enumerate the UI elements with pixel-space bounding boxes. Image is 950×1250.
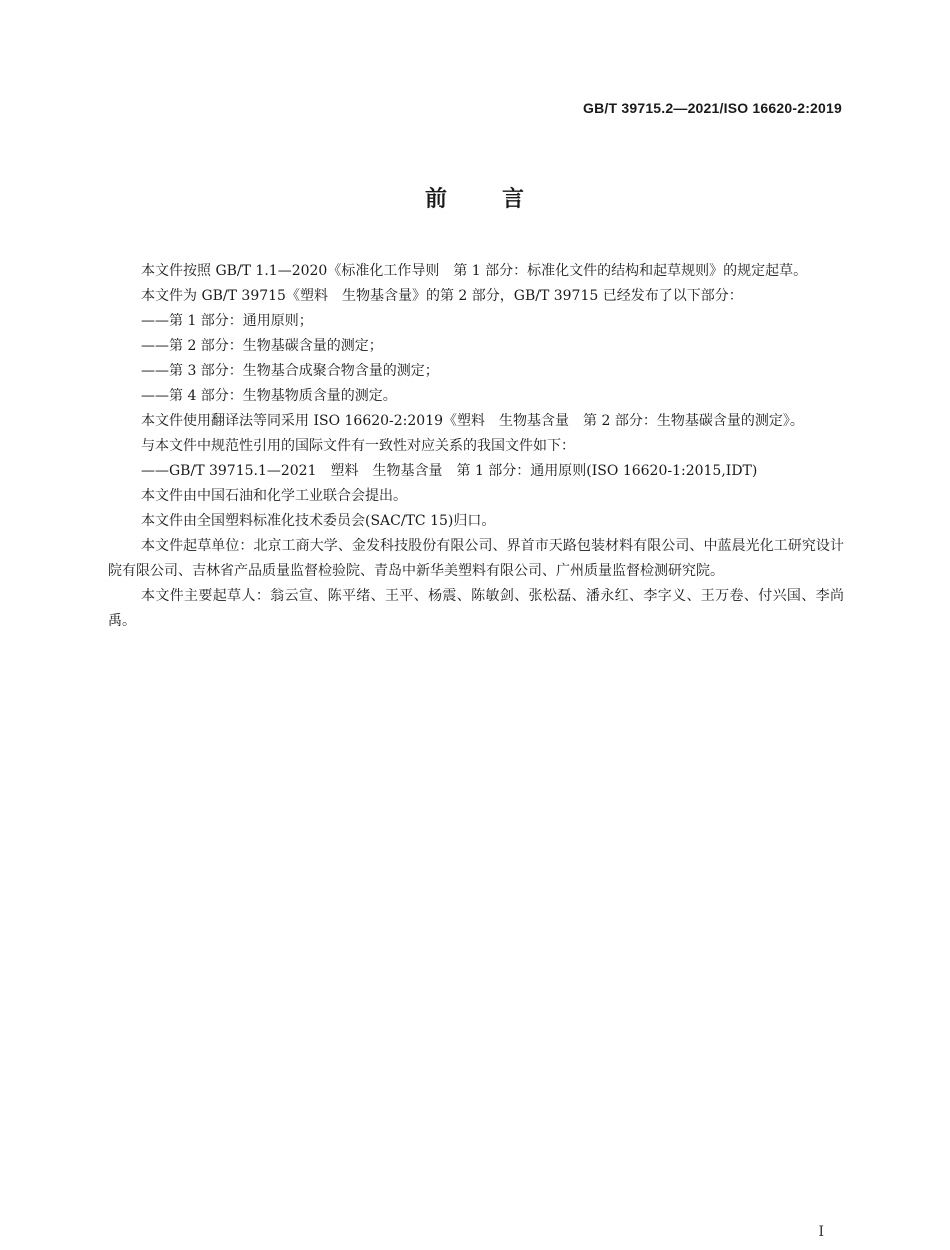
page-number: I <box>818 1224 824 1240</box>
list-item-part-3: ——第 3 部分：生物基合成聚合物含量的测定； <box>141 363 439 379</box>
paragraph-drafting-rules: 本文件按照 GB/T 1.1—2020《标准化工作导则 第 1 部分：标准化文件的结构和起草规则》的规定起草。 <box>141 263 808 279</box>
standard-number: GB/T 39715.2—2021/ISO 16620-2:2019 <box>583 100 842 116</box>
foreword-body <box>108 259 844 634</box>
list-item-part-1: ——第 1 部分：通用原则； <box>141 313 313 329</box>
paragraph-drafters: 本文件主要起草人：翁云宣、陈平绪、王平、杨震、陈敏剑、张松磊、潘永红、李字义、王万卷、付兴国、李尚禹。 <box>108 588 844 629</box>
paragraph-adoption: 本文件使用翻译法等同采用 ISO 16620-2:2019《塑料 生物基含量 第 2 部分：生物基碳含量的测定》。 <box>141 413 804 429</box>
paragraph-managed-by: 本文件由全国塑料标准化技术委员会(SAC/TC 15)归口。 <box>141 513 496 529</box>
paragraph-correspondence: 与本文件中规范性引用的国际文件有一致性对应关系的我国文件如下： <box>141 438 575 454</box>
title-char-2: 言 <box>502 187 526 212</box>
list-item-part-4: ——第 4 部分：生物基物质含量的测定。 <box>141 388 397 404</box>
list-item-correspondence: ——GB/T 39715.1—2021 塑料 生物基含量 第 1 部分：通用原则(ISO 16620-1:2015,IDT) <box>141 463 758 479</box>
page-title <box>0 182 950 213</box>
title-char-1: 前 <box>424 187 448 212</box>
paragraph-drafting-units: 本文件起草单位：北京工商大学、金发科技股份有限公司、界首市天路包装材料有限公司、中蓝晨光化工研究设计院有限公司、吉林省产品质量监督检验院、青岛中新华美塑料有限公司、广州质量监督检测研究院。 <box>108 538 844 579</box>
paragraph-proposed-by: 本文件由中国石油和化学工业联合会提出。 <box>141 488 407 504</box>
list-item-part-2: ——第 2 部分：生物基碳含量的测定； <box>141 338 383 354</box>
paragraph-series-intro: 本文件为 GB/T 39715《塑料 生物基含量》的第 2 部分，GB/T 39715 已经发布了以下部分： <box>141 288 743 304</box>
